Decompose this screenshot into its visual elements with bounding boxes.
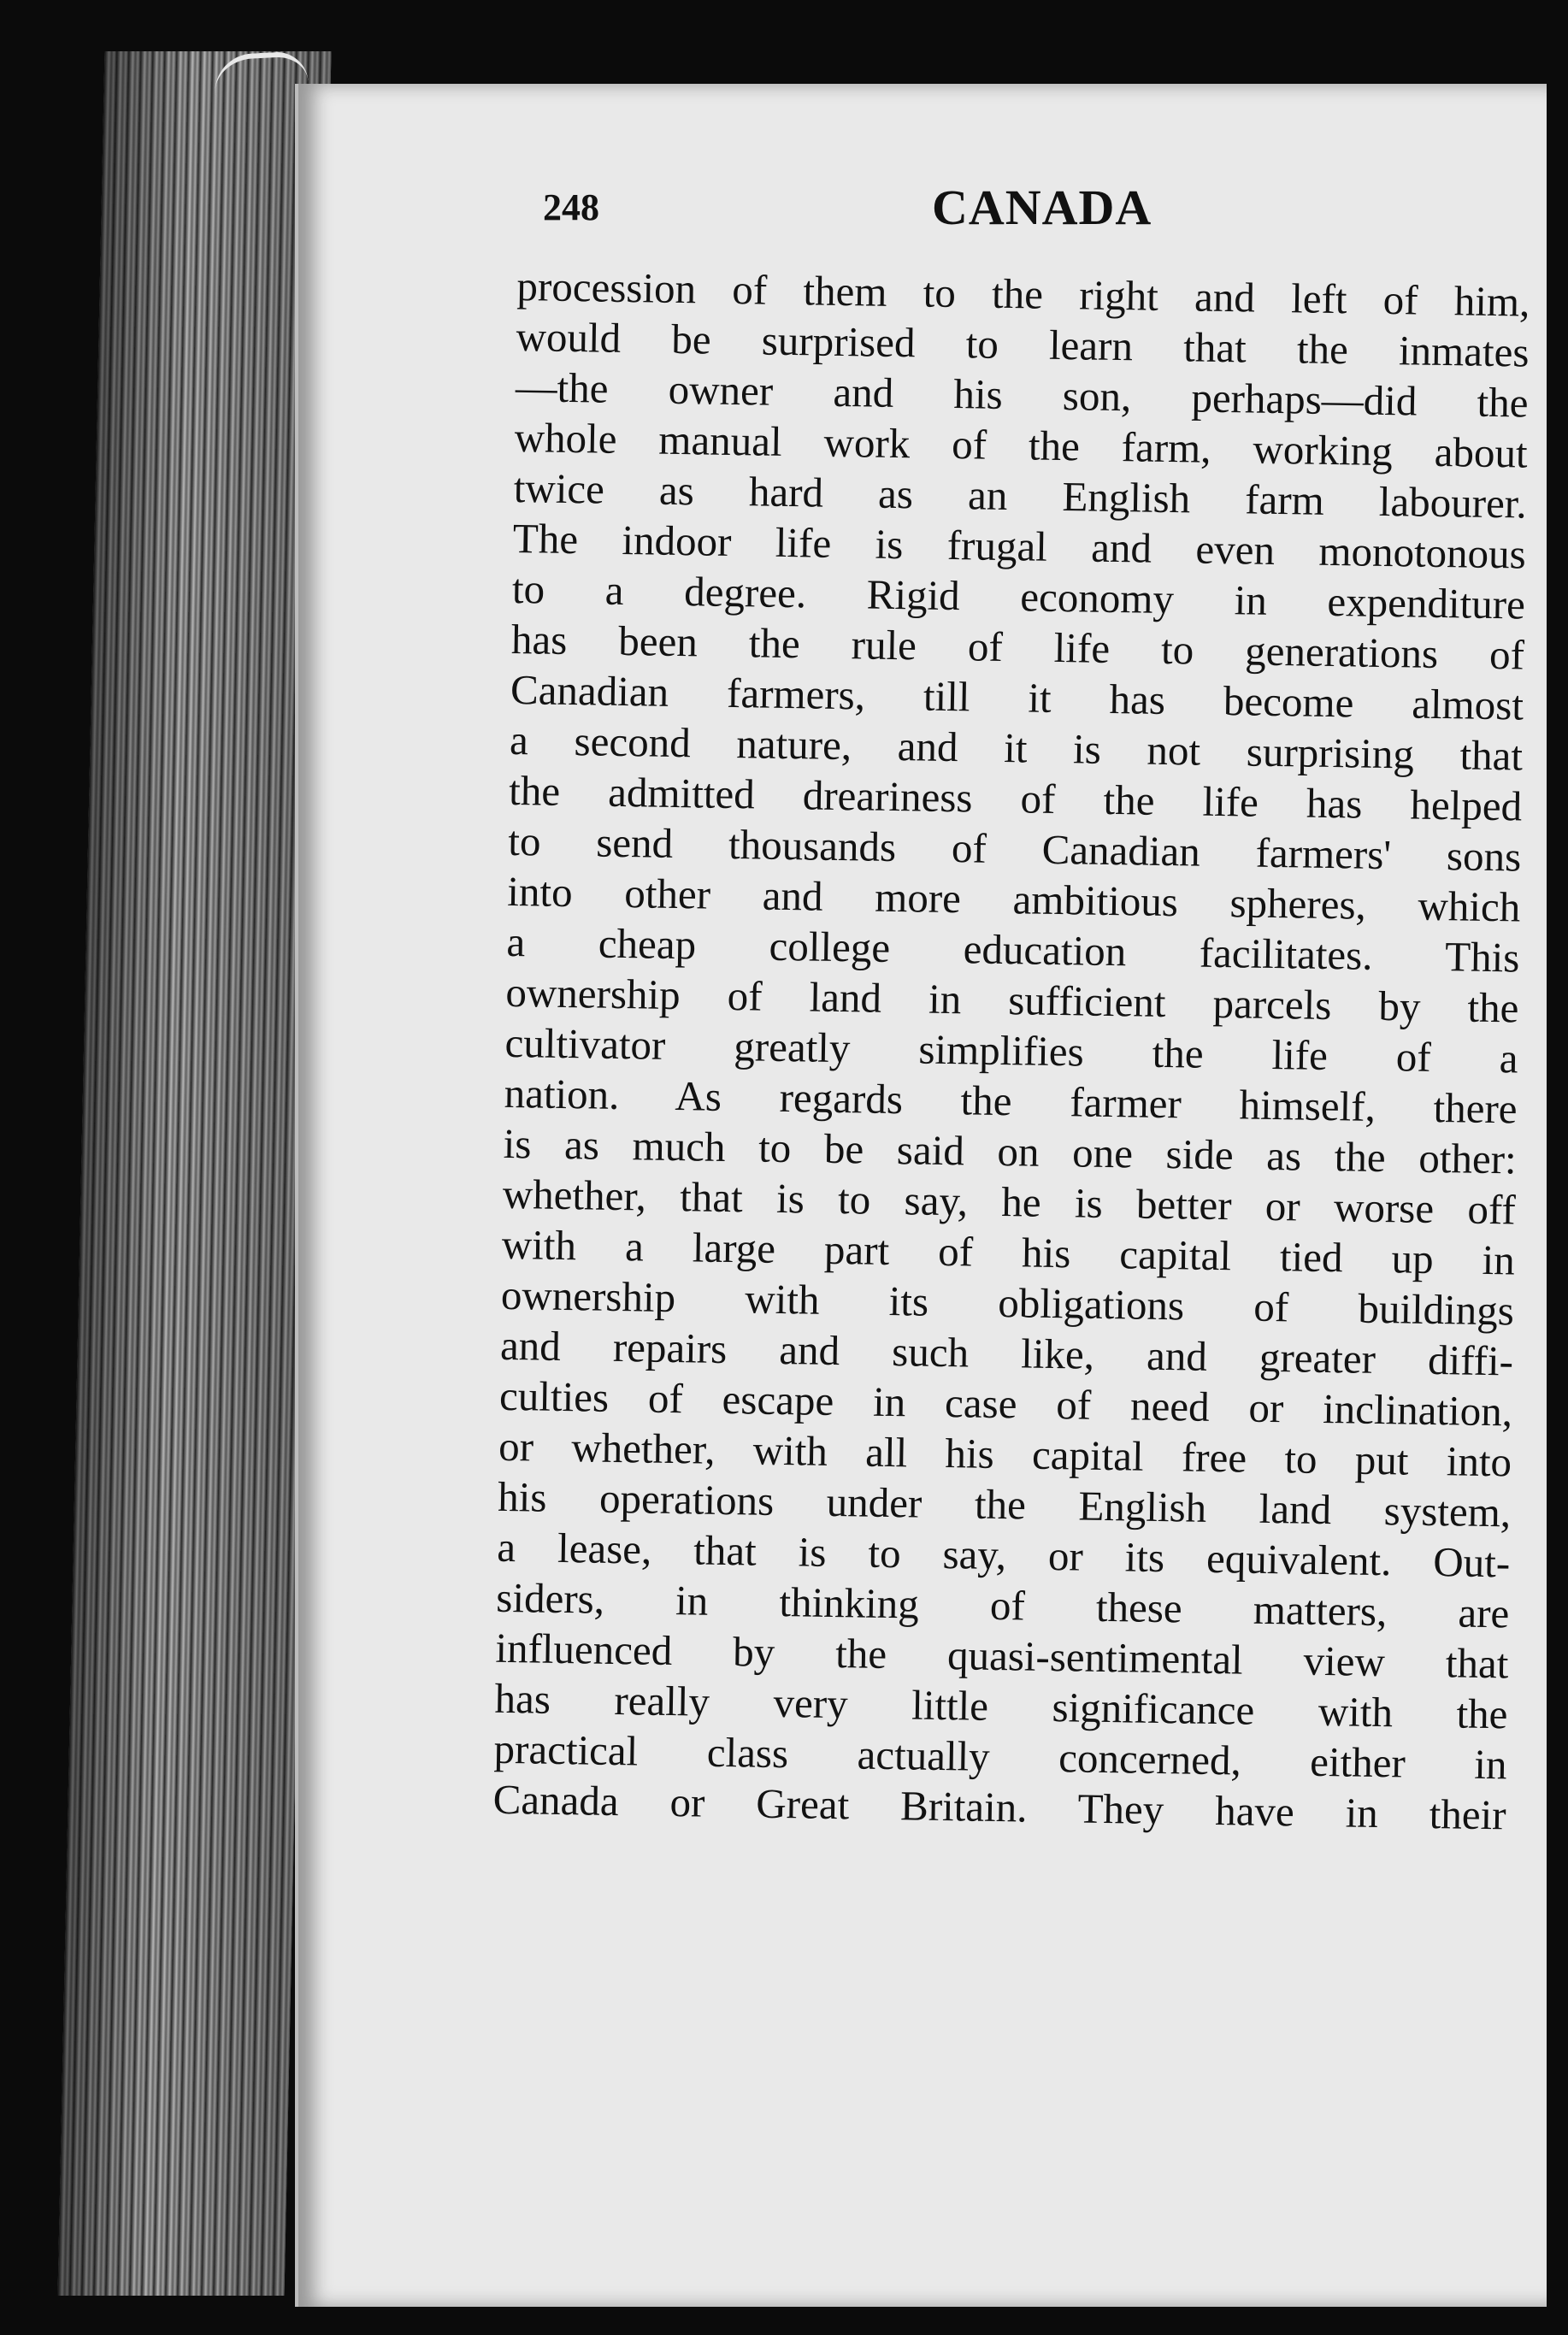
- text-line: siders, in thinking of these matters, are: [496, 1573, 1510, 1637]
- text-line: influenced by the quasi-sentimental view that: [495, 1624, 1509, 1688]
- text-line: whether, that is to say, he is better or worse off: [502, 1170, 1517, 1234]
- text-line: is as much to be said on one side as the other:: [503, 1119, 1518, 1183]
- text-line: a lease, that is to say, or its equivalent. Out-: [496, 1523, 1511, 1587]
- text-line: his operations under the English land system,: [497, 1472, 1512, 1536]
- text-line: or whether, with all his capital free to put into: [498, 1422, 1512, 1486]
- text-line: practical class actually concerned, either in: [493, 1725, 1507, 1789]
- text-line: ownership of land in sufficient parcels by the: [505, 968, 1519, 1032]
- text-line: whole manual work of the farm, working about: [514, 413, 1529, 477]
- text-line: and repairs and such like, and greater diffi-: [499, 1321, 1514, 1385]
- text-line: into other and more ambitious spheres, which: [506, 867, 1521, 931]
- text-line: a second nature, and it is not surprising that: [509, 716, 1524, 780]
- text-line: Canadian farmers, till it has become almost: [510, 665, 1524, 729]
- text-line: to send thousands of Canadian farmers' sons: [507, 817, 1522, 881]
- body-text: [492, 261, 1530, 1840]
- running-title: CANADA: [932, 180, 1152, 235]
- text-line: —the owner and his son, perhaps—did the: [515, 363, 1529, 427]
- text-line: twice as hard as an English farm labourer.: [513, 463, 1528, 528]
- text-line: with a large part of his capital tied up in: [501, 1220, 1516, 1284]
- text-line: to a degree. Rigid economy in expenditure: [511, 564, 1526, 628]
- text-line: nation. As regards the farmer himself, there: [504, 1069, 1518, 1133]
- text-line: has really very little significance with the: [494, 1674, 1508, 1738]
- text-line: Canada or Great Britain. They have in their: [492, 1775, 1507, 1839]
- text-line: has been the rule of life to generations of: [510, 615, 1525, 679]
- text-line: a cheap college education facilitates. This: [506, 917, 1520, 982]
- running-head: [543, 175, 1535, 244]
- text-line: would be surprised to learn that the inmates: [516, 312, 1530, 376]
- text-line: procession of them to the right and left of him,: [516, 262, 1530, 326]
- text-line: culties of escape in case of need or inclination,: [498, 1371, 1513, 1436]
- text-line: cultivator greatly simplifies the life of a: [504, 1018, 1518, 1082]
- page-number: 248: [543, 186, 599, 228]
- text-line: the admitted dreariness of the life has helped: [508, 766, 1523, 830]
- book-page-edges: [58, 51, 332, 2296]
- text-line: The indoor life is frugal and even monotonous: [512, 514, 1527, 578]
- text-line: ownership with its obligations of buildings: [500, 1271, 1515, 1335]
